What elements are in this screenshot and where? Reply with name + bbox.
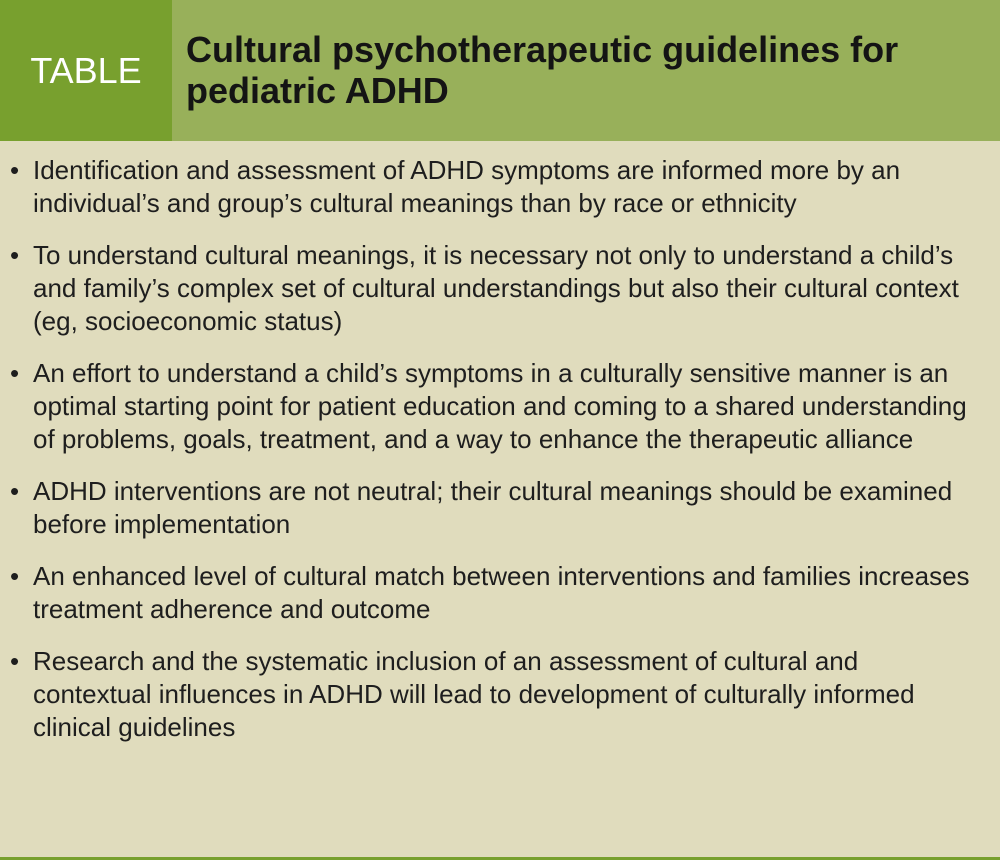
list-item-text: To understand cultural meanings, it is necessary not only to understand a child’s and family’s complex set of cultural understandings but also their cultural context (eg, socioeconomic status) — [33, 240, 959, 336]
table-header — [0, 0, 1000, 141]
bullet-icon: • — [10, 155, 20, 185]
list-item — [0, 154, 1000, 220]
list-item — [0, 239, 1000, 338]
bullet-icon: • — [10, 358, 20, 388]
bullet-icon: • — [10, 561, 20, 591]
list-item-text: An effort to understand a child’s symptoms in a culturally sensitive manner is an optimal starting point for patient education and coming to a shared understanding of problems, goals, treatment, and a way to enhance the therapeutic alliance — [33, 358, 967, 454]
bullet-icon: • — [10, 646, 20, 676]
list-item — [0, 560, 1000, 626]
guideline-list — [0, 141, 1000, 744]
list-item-text: Research and the systematic inclusion of an assessment of cultural and contextual influences in ADHD will lead to development of culturally informed clinical guidelines — [33, 646, 915, 742]
bullet-icon: • — [10, 476, 20, 506]
list-item — [0, 357, 1000, 456]
table-title: Cultural psychotherapeutic guidelines for pediatric ADHD — [172, 0, 1000, 141]
list-item-text: Identification and assessment of ADHD symptoms are informed more by an individual’s and group’s cultural meanings than by race or ethnicity — [33, 155, 901, 218]
list-item-text: ADHD interventions are not neutral; their cultural meanings should be examined before implementation — [33, 476, 953, 539]
list-item-text: An enhanced level of cultural match between interventions and families increases treatment adherence and outcome — [33, 561, 970, 624]
list-item — [0, 645, 1000, 744]
bullet-icon: • — [10, 240, 20, 270]
list-item — [0, 475, 1000, 541]
table-tag: TABLE — [0, 0, 172, 141]
